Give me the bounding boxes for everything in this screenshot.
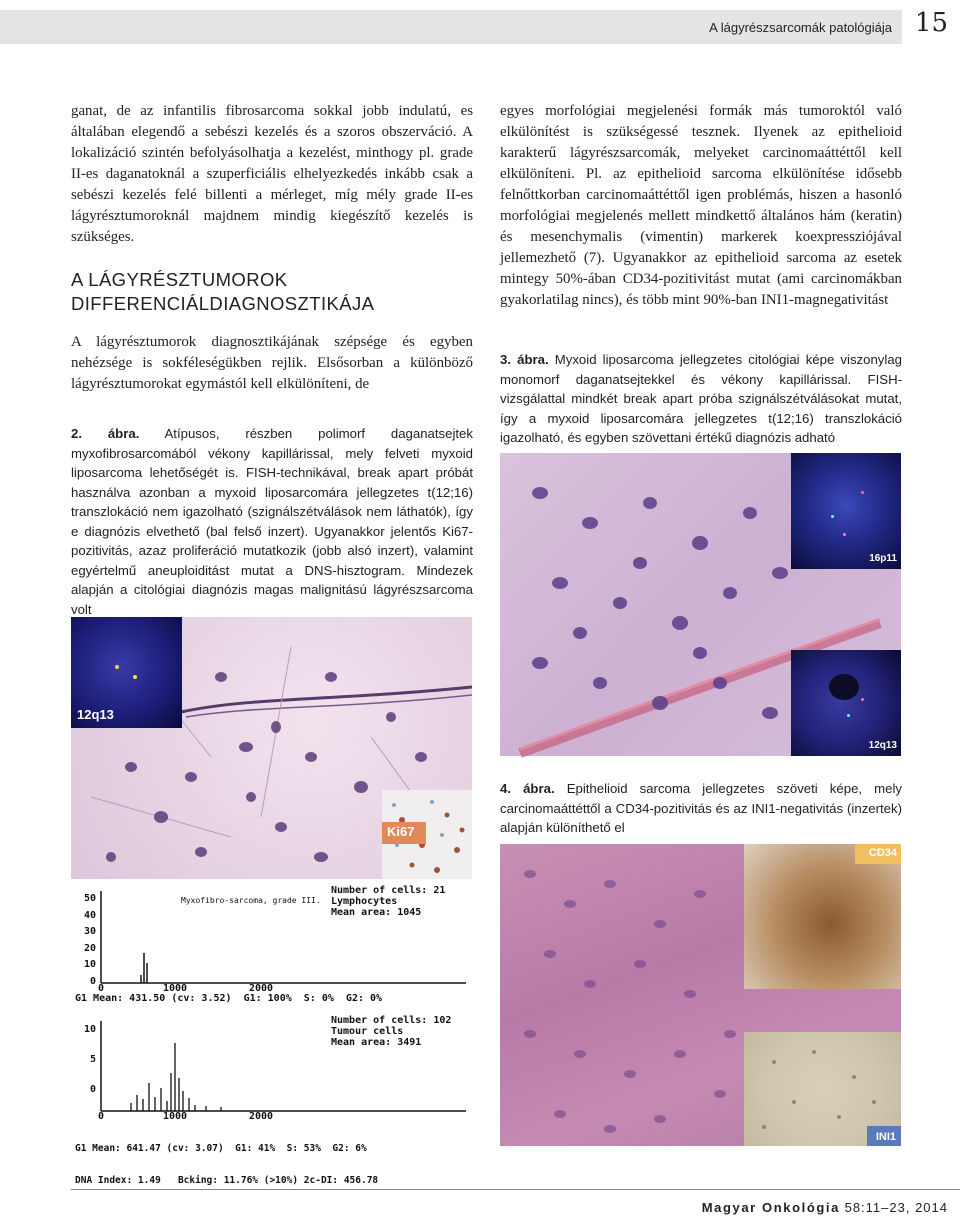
inset-label: 12q13 <box>77 707 114 722</box>
page-footer <box>702 1200 948 1215</box>
caption-text <box>71 424 473 619</box>
journal-name: Magyar Onkológia <box>701 1200 840 1215</box>
y-tick-label: 40 <box>83 909 96 921</box>
histogram-stats-line: DNA Index: 1.49 Bcking: 11.76% (>10%) 2c-DI: 456.78 <box>75 1174 379 1186</box>
histogram-y-ticks <box>74 1015 96 1105</box>
inset-label: INI1 <box>875 1131 896 1143</box>
dna-histogram <box>71 883 472 1186</box>
histogram-info-line: Lymphocytes <box>331 896 398 907</box>
histogram-info-line: Number of cells: 21 <box>331 885 446 896</box>
histogram-info-line: Tumour cells <box>331 1026 404 1037</box>
inset-label: 12q13 <box>868 740 897 751</box>
caption-text <box>500 779 902 838</box>
y-tick-label: 0 <box>89 1084 96 1095</box>
y-tick-label: 10 <box>83 959 96 970</box>
histogram-info <box>331 1015 451 1048</box>
histogram-stats-line: G1 Mean: 641.47 (cv: 3.07) G1: 41% S: 53% G2: 6% <box>75 1143 367 1154</box>
body-paragraph: ganat, de az infantilis fibrosarcoma sokkal jobb indulatú, es általában elegendő a sebészi kezelés és a szoros obszerváció. A lokalizáció szintén befolyásolhatja a kezelést, minthogy pl. grade II-es daganatoknál a szuperficiális elhelyezkedés inkább csak a sebészi kezelés felé billenti a mérleget, míg mély grade II-es lágyrésztumoroknál majdnem mindig kiegészítő kezelés is szükséges. <box>71 103 473 245</box>
caption-number: 3. ábra. <box>500 352 549 367</box>
right-column-text <box>500 101 902 311</box>
body-paragraph: egyes morfológiai megjelenési formák más tumoroktól való elkülönítést is szükségessé tesznek. Ilyenek az epithelioid karakterű lágyrészsarcomák, melyeket carcinomaáttéttől kell elkülöníteni. Pl. az epithelioid sarcoma elkülönítése idősebb felnőttkorban carcinomaáttéttől igen problémás, hiszen a hasonló morfológiai megjelenés mellett mindkettő általános hám (keratin) és mesenchymalis (vimentin) markerek koexpressziójával jellemezhető (7). Ugyanakkor az epithelioid sarcoma az esetek mintegy 50%-ában CD34-pozitivitást mutat (ami carcinomákban gyakorlatilag nincs), és több mint 90%-ban INI1-magnegativitást <box>500 103 902 308</box>
histogram-info-line: Mean area: 3491 <box>331 1037 422 1048</box>
section-heading-line: A LÁGYRÉSZTUMOROK <box>71 269 288 290</box>
body-paragraph: A lágyrésztumorok diagnosztikájának szépsége és egyben nehézsége is sokféleségükben rejlik. Elsősorban a különböző lágyrésztumorokat egymástól kell elkülöníteni, de <box>71 334 473 392</box>
page-number: 15 <box>914 8 948 38</box>
fish-inset-12q13 <box>791 650 901 756</box>
journal-citation: 58:11–23, 2014 <box>839 1200 948 1215</box>
histogram-stats <box>75 1123 378 1207</box>
page-header <box>0 0 960 56</box>
x-tick-label: 1000 <box>163 983 188 994</box>
caption-number: 4. ábra. <box>500 781 555 796</box>
y-tick-label: 5 <box>89 1054 96 1065</box>
section-heading <box>71 268 473 316</box>
running-title: A lágyrészsarcomák patológiája <box>709 20 892 35</box>
figure-3-cytology-image <box>500 453 901 756</box>
ini1-inset <box>744 1032 901 1146</box>
x-tick-label: 0 <box>98 1111 105 1122</box>
histogram-info-line: Number of cells: 102 <box>331 1015 452 1026</box>
y-tick-label: 20 <box>83 942 96 954</box>
histogram-stats: G1 Mean: 431.50 (cv: 3.52) G1: 100% S: 0% G2: 0% <box>75 993 383 1004</box>
y-tick-label: 50 <box>83 893 96 904</box>
y-tick-label: 10 <box>83 1024 96 1035</box>
histogram-info-line: Mean area: 1045 <box>331 907 422 918</box>
figure-2-cytology-image <box>71 617 472 879</box>
caption-body: Myxoid liposarcoma jellegzetes citológiai képe viszonylag monomorf daganatsejtekkel és vékony kapillárissal. FISH-vizsgálattal mindkét break apart próba szignálszétválásokat mutat, így a myxoid liposarcomára jellegzetes t(12;16) transzlokáció igazolható, és egyben szövettani értékű diagnózis adható <box>500 352 902 445</box>
fish-inset-16p11 <box>791 453 901 569</box>
x-tick-label: 2000 <box>249 983 274 994</box>
y-tick-label: 0 <box>89 975 96 987</box>
figure-3-caption <box>500 350 902 448</box>
figure-2-caption <box>71 424 473 619</box>
figure-4-caption <box>500 779 902 838</box>
inset-label: Ki67 <box>387 824 415 839</box>
inset-label: 16p11 <box>869 553 897 564</box>
x-tick-label: 2000 <box>249 1111 274 1122</box>
left-column-text <box>71 101 473 395</box>
footer-divider <box>71 1189 960 1190</box>
cd34-inset <box>744 844 901 989</box>
inset-label: CD34 <box>868 847 897 859</box>
figure-4-histology-image <box>500 844 901 1146</box>
x-tick-label: 1000 <box>163 1111 188 1122</box>
caption-body: Epithelioid sarcoma jellegzetes szöveti képe, mely carcinomaáttéttől a CD34-pozitivitás és az INI1-negativitás (inzertek) alapján különíthető el <box>500 781 902 835</box>
x-tick-label: 0 <box>98 983 105 994</box>
fish-inset-12q13 <box>71 617 182 728</box>
caption-text <box>500 350 902 448</box>
y-tick-label: 30 <box>83 926 96 937</box>
histogram-plot <box>71 883 472 1145</box>
ki67-inset <box>382 790 472 879</box>
histogram-title: Myxofibro-sarcoma, grade III. <box>181 896 321 905</box>
caption-body: Atípusos, részben polimorf daganatsejtek myxofibrosarcomából vékony kapillárissal, mely felveti myxoid liposarcoma lehetőségét is. FISH-technikával, break apart próbát használva azonban a myxoid liposarcomára jellegzetes t(12;16) transzlokáció nem igazolható (szignálszétválások nem láthatók), így e diagnózis elvethető (bal felső inzert). Ugyanakkor jelentős Ki67-pozitivitás, azaz proliferáció mutatkozik (jobb alsó inzert), valamint egyértelmű aneuploiditást mutat a DNS-hisztogram. Mindezek alapján a citológiai diagnózis magas malignitású lágyrészsarcoma volt <box>71 426 473 617</box>
section-heading-line: DIFFERENCIÁLDIAGNOSZTIKÁJA <box>71 293 375 314</box>
caption-number: 2. ábra. <box>71 426 140 441</box>
